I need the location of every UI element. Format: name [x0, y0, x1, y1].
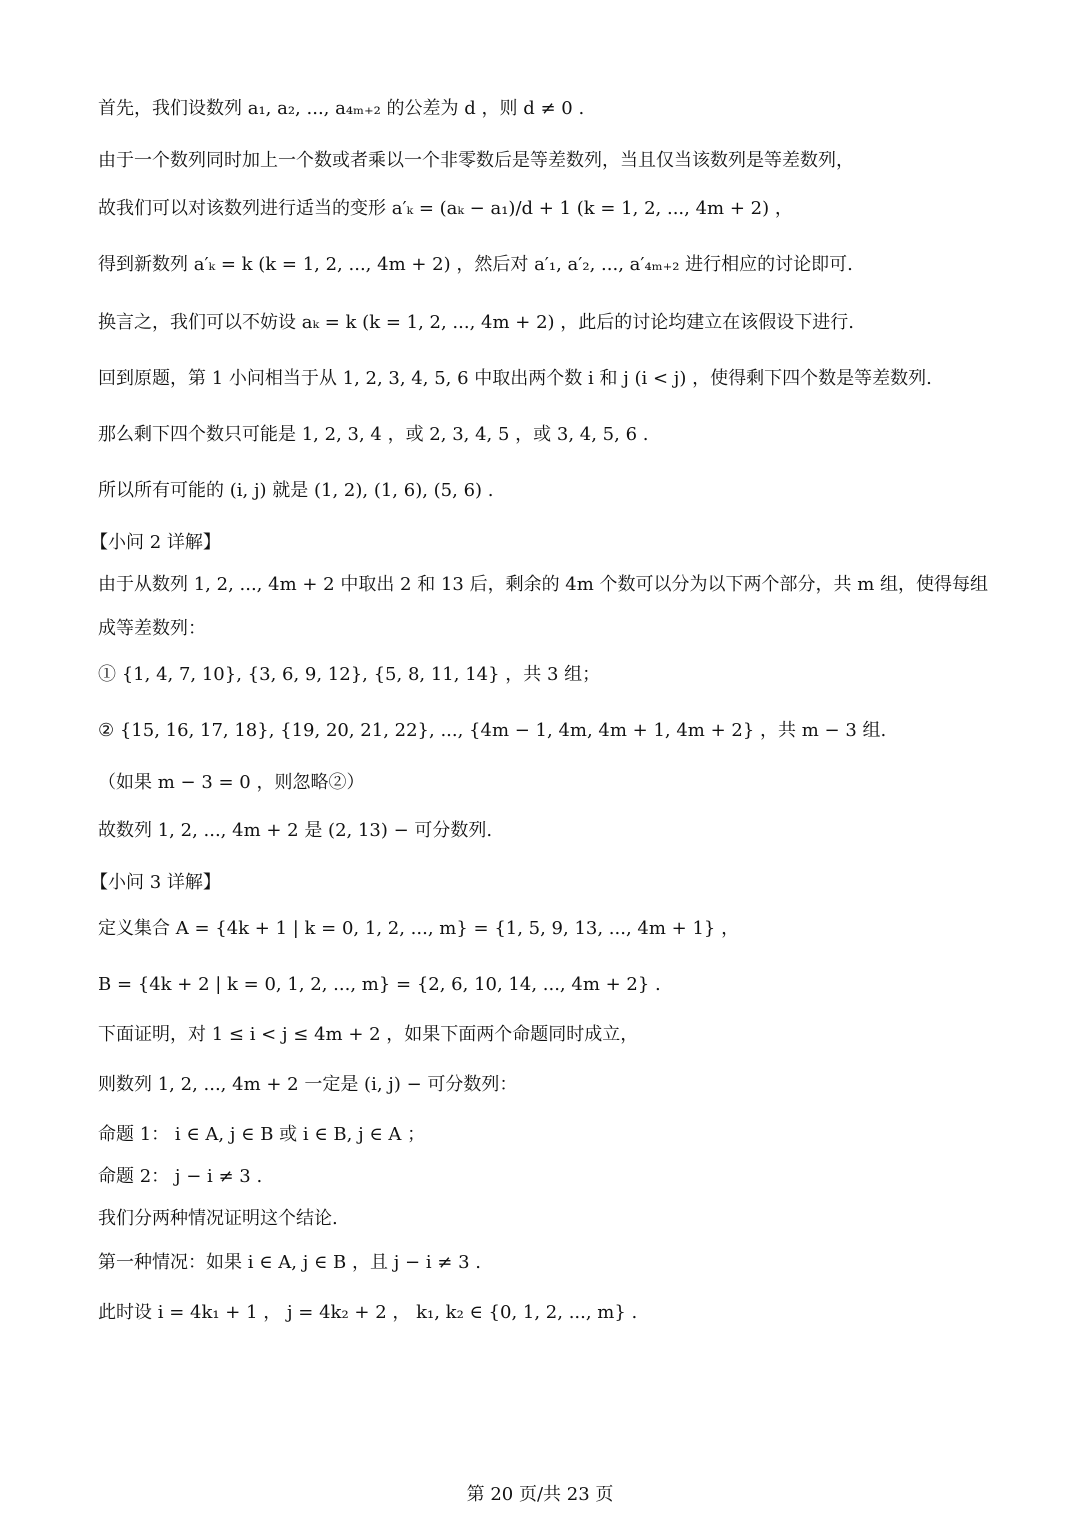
text-line: B = {4k + 2 | k = 0, 1, 2, ..., m} = {2, 6, 10, 14, ..., 4m + 2} .	[98, 974, 661, 995]
text-line: 定义集合 A = {4k + 1 | k = 0, 1, 2, ..., m} = {1, 5, 9, 13, ..., 4m + 1} ，	[98, 918, 740, 939]
text-line: 我们分两种情况证明这个结论.	[98, 1208, 338, 1229]
text-line: 由于一个数列同时加上一个数或者乘以一个非零数后是等差数列，当且仅当该数列是等差数列，	[98, 150, 854, 171]
section-heading: 【小问 3 详解】	[90, 872, 221, 893]
text-line: （如果 m − 3 = 0 ，则忽略②）	[98, 772, 365, 793]
text-line: 故我们可以对该数列进行适当的变形 a′ₖ = (aₖ − a₁)/d + 1 (k = 1, 2, ..., 4m + 2) ，	[98, 198, 793, 219]
text-line: 得到新数列 a′ₖ = k (k = 1, 2, ..., 4m + 2) ，然后对 a′₁, a′₂, ..., a′₄ₘ₊₂ 进行相应的讨论即可.	[98, 254, 853, 275]
text-line: 成等差数列：	[98, 618, 206, 639]
section-heading: 【小问 2 详解】	[90, 532, 221, 553]
text-line: 回到原题，第 1 小问相当于从 1, 2, 3, 4, 5, 6 中取出两个数 i 和 j (i < j) ，使得剩下四个数是等差数列.	[98, 368, 932, 389]
text-line: 那么剩下四个数只可能是 1, 2, 3, 4 ，或 2, 3, 4, 5 ，或 3, 4, 5, 6 .	[98, 424, 649, 445]
text-line: ② {15, 16, 17, 18}, {19, 20, 21, 22}, ..., {4m − 1, 4m, 4m + 1, 4m + 2} ，共 m − 3 组.	[98, 720, 887, 741]
page-footer: 第 20 页/共 23 页	[466, 1484, 614, 1505]
text-line: 第一种情况：如果 i ∈ A, j ∈ B ，且 j − i ≠ 3 .	[98, 1252, 481, 1273]
text-line: 换言之，我们可以不妨设 aₖ = k (k = 1, 2, ..., 4m + 2) ，此后的讨论均建立在该假设下进行.	[98, 312, 854, 333]
text-line: 下面证明，对 1 ≤ i < j ≤ 4m + 2 ，如果下面两个命题同时成立，	[98, 1024, 639, 1045]
text-line: 则数列 1, 2, ..., 4m + 2 一定是 (i, j) − 可分数列：	[98, 1074, 518, 1095]
text-line: 首先，我们设数列 a₁, a₂, ..., a₄ₘ₊₂ 的公差为 d ，则 d ≠ 0 .	[98, 98, 585, 119]
text-line: 命题 2： j − i ≠ 3 .	[98, 1166, 263, 1187]
text-line: 所以所有可能的 (i, j) 就是 (1, 2), (1, 6), (5, 6) .	[98, 480, 494, 501]
text-line: 由于从数列 1, 2, ..., 4m + 2 中取出 2 和 13 后，剩余的 4m 个数可以分为以下两个部分，共 m 组，使得每组	[98, 574, 989, 595]
text-line: 此时设 i = 4k₁ + 1 ， j = 4k₂ + 2 ， k₁, k₂ ∈ {0, 1, 2, ..., m} .	[98, 1302, 638, 1323]
text-line: ① {1, 4, 7, 10}, {3, 6, 9, 12}, {5, 8, 11, 14} ，共 3 组；	[98, 664, 601, 685]
text-line: 命题 1： i ∈ A, j ∈ B 或 i ∈ B, j ∈ A ；	[98, 1124, 426, 1145]
text-line: 故数列 1, 2, ..., 4m + 2 是 (2, 13) − 可分数列.	[98, 820, 493, 841]
